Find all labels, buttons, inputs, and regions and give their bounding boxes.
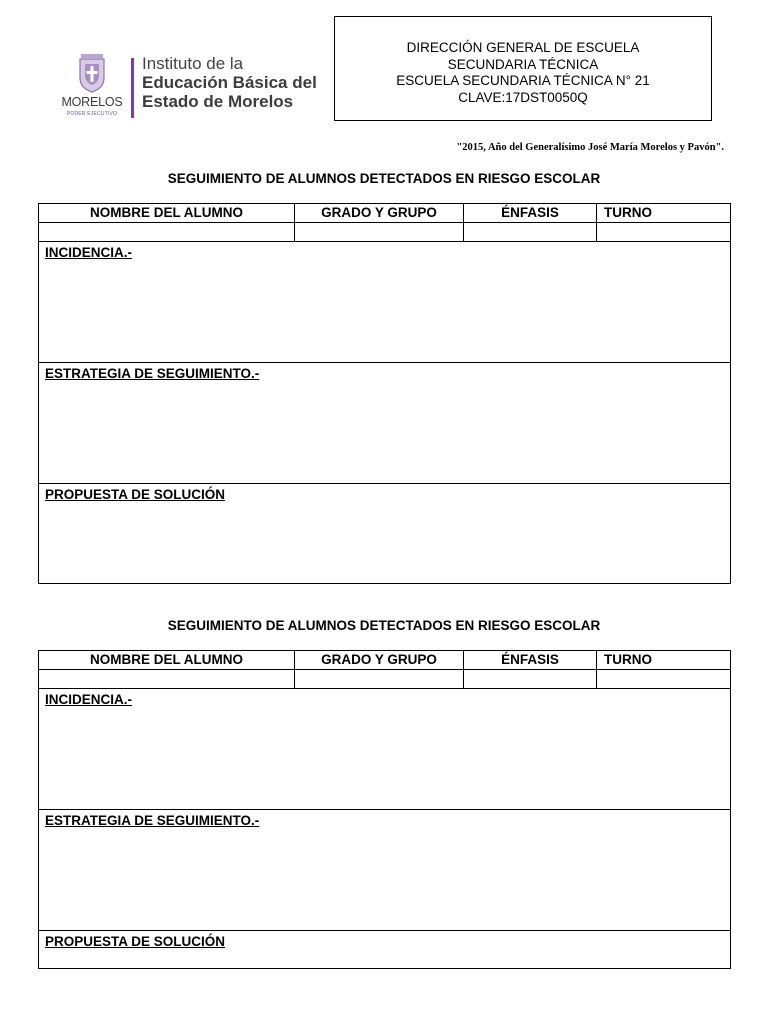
- incidencia-section[interactable]: INCIDENCIA.-: [39, 242, 730, 363]
- tracking-form-1: [38, 203, 731, 584]
- nombre-field[interactable]: [39, 223, 295, 241]
- form-title-1: SEGUIMIENTO DE ALUMNOS DETECTADOS EN RIESGO ESCOLAR: [167, 171, 601, 186]
- header-line-2: SECUNDARIA TÉCNICA: [447, 56, 599, 72]
- logo-morelos-word: MORELOS: [61, 95, 123, 109]
- tracking-form-2: [38, 650, 731, 969]
- estrategia-section[interactable]: ESTRATEGIA DE SEGUIMIENTO.-: [39, 810, 730, 931]
- header-line-3: ESCUELA SECUNDARIA TÉCNICA N° 21: [396, 73, 650, 88]
- form-header-row: [39, 204, 730, 223]
- col-enfasis: ÉNFASIS: [464, 651, 597, 669]
- grado-field[interactable]: [295, 670, 464, 688]
- col-turno: TURNO: [604, 652, 652, 667]
- year-motto: "2015, Año del Generalísimo José María Morelos y Pavón".: [456, 142, 724, 153]
- logo-divider: [131, 58, 134, 118]
- enfasis-field[interactable]: [464, 670, 597, 688]
- logo-line-3: Estado de Morelos: [142, 92, 294, 111]
- propuesta-section[interactable]: PROPUESTA DE SOLUCIÓN: [45, 934, 226, 949]
- logo-poder-ejecutivo: PODER EJECUTIVO: [66, 111, 118, 117]
- col-nombre: NOMBRE DEL ALUMNO: [39, 651, 295, 669]
- logo-line-2: Educación Básica del: [142, 73, 317, 92]
- student-entry-row: [39, 223, 730, 242]
- propuesta-section[interactable]: PROPUESTA DE SOLUCIÓN: [45, 487, 226, 502]
- enfasis-field[interactable]: [464, 223, 597, 241]
- estrategia-section[interactable]: ESTRATEGIA DE SEGUIMIENTO.-: [39, 363, 730, 484]
- form-title-2: SEGUIMIENTO DE ALUMNOS DETECTADOS EN RIESGO ESCOLAR: [167, 618, 601, 633]
- col-grado: GRADO Y GRUPO: [295, 204, 464, 222]
- col-grado: GRADO Y GRUPO: [295, 651, 464, 669]
- header-line-1: DIRECCIÓN GENERAL DE ESCUELA: [406, 40, 640, 55]
- col-turno: TURNO: [604, 205, 652, 220]
- morelos-seal-icon: [75, 52, 109, 94]
- institute-logo: [56, 50, 326, 122]
- incidencia-section[interactable]: INCIDENCIA.-: [39, 689, 730, 810]
- nombre-field[interactable]: [39, 670, 295, 688]
- form-header-row: [39, 651, 730, 670]
- logo-institute-name: [142, 54, 317, 111]
- turno-field[interactable]: [597, 670, 730, 688]
- col-enfasis: ÉNFASIS: [464, 204, 597, 222]
- logo-line-1: Instituto de la: [142, 54, 244, 73]
- col-nombre: NOMBRE DEL ALUMNO: [39, 204, 295, 222]
- turno-field[interactable]: [597, 223, 730, 241]
- header-line-4: CLAVE:17DST0050Q: [458, 89, 588, 105]
- school-header-box: [334, 16, 712, 121]
- grado-field[interactable]: [295, 223, 464, 241]
- student-entry-row: [39, 670, 730, 689]
